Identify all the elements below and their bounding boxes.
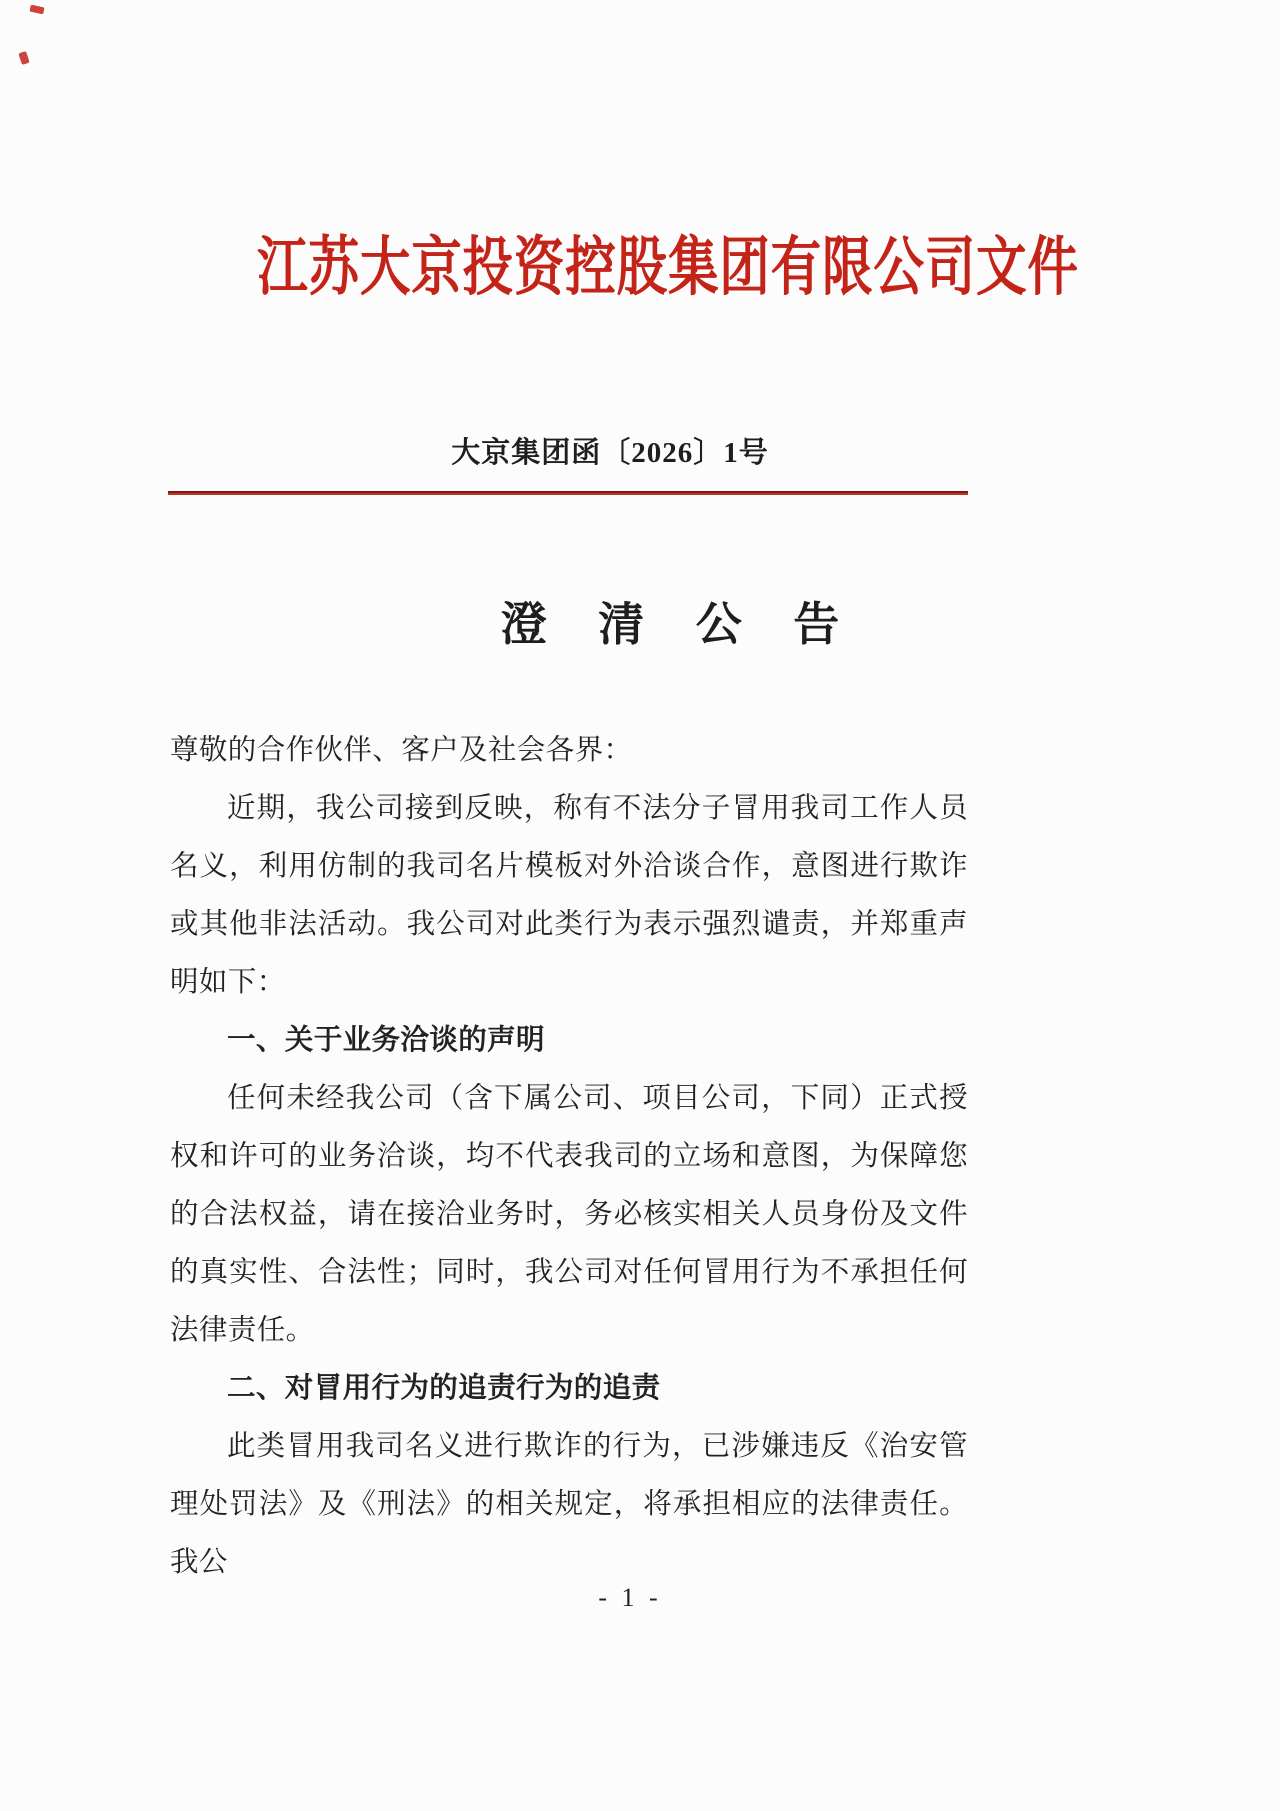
document-body bbox=[170, 722, 968, 1592]
body-paragraph: 近期，我公司接到反映，称有不法分子冒用我司工作人员名义，利用仿制的我司名片模板对外洽谈合作，意图进行欺诈或其他非法活动。我公司对此类行为表示强烈谴责，并郑重声明如下： bbox=[170, 793, 968, 998]
red-divider-rule bbox=[168, 491, 968, 495]
section-heading: 一、关于业务洽谈的声明 bbox=[227, 1025, 545, 1056]
scan-artifact-speck bbox=[29, 5, 44, 15]
document-number: 大京集团函〔2026〕1号 bbox=[451, 437, 769, 469]
body-paragraph: 任何未经我公司（含下属公司、项目公司，下同）正式授权和许可的业务洽谈，均不代表我司的立场和意图，为保障您的合法权益，请在接洽业务时，务必核实相关人员身份及文件的真实性、合法性；同时，我公司对任何冒用行为不承担任何法律责任。 bbox=[170, 1083, 968, 1346]
document-title: 澄 清 公 告 bbox=[500, 599, 860, 650]
salutation-line: 尊敬的合作伙伴、客户及社会各界： bbox=[170, 735, 633, 766]
red-letterhead-title: 江苏大京投资控股集团有限公司文件 bbox=[257, 232, 1079, 303]
page-number: - 1 - bbox=[598, 1583, 662, 1612]
scan-artifact-speck bbox=[18, 51, 29, 65]
body-paragraph: 此类冒用我司名义进行欺诈的行为，已涉嫌违反《治安管理处罚法》及《刑法》的相关规定，将承担相应的法律责任。我公 bbox=[170, 1431, 968, 1578]
section-heading: 二、对冒用行为的追责行为的追责 bbox=[227, 1373, 661, 1404]
